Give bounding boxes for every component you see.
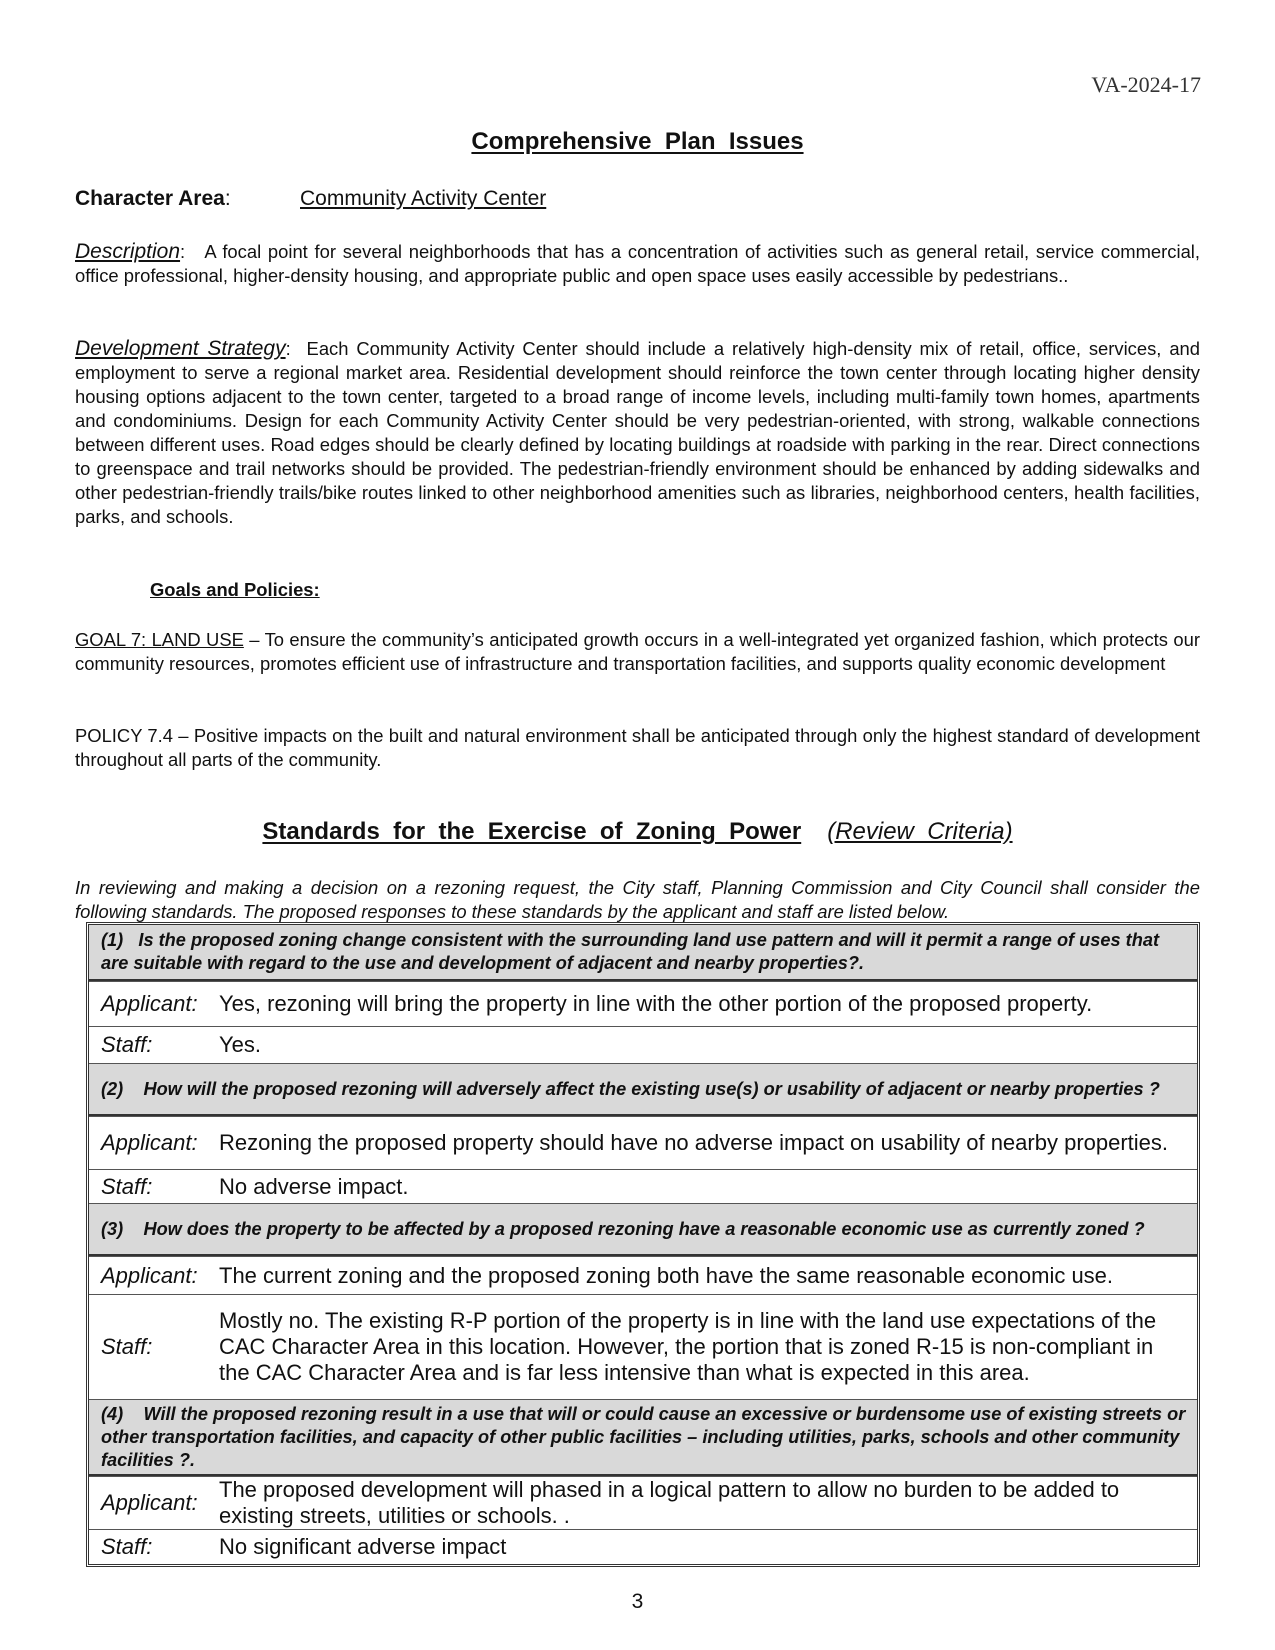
staff-response-row	[89, 1026, 1197, 1063]
character-area-label: Character Area	[75, 187, 225, 210]
policy-paragraph: POLICY 7.4 – Positive impacts on the built and natural environment shall be anticipated through only the highest standard of development throughout all parts of the community.	[75, 725, 1200, 770]
applicant-label: Applicant:	[89, 1256, 219, 1294]
applicant-response-row	[89, 1256, 1197, 1294]
staff-response-row	[89, 1169, 1197, 1203]
staff-response: Yes.	[219, 1026, 1197, 1063]
development-strategy-paragraph: Development Strategy: Each Community Activity Center should include a relatively high-density mix of retail, office, services, and employment to serve a regional market area. Residential development should reinforce the town center through locating higher density housing options adjacent to the town center, targeted to a broad range of income levels, including multi-family town homes, apartments and condominiums. Design for each Community Activity Center should be very pedestrian-oriented, with strong, walkable connections between different uses. Road edges should be clearly defined by locating buildings at roadside with parking in the rear. Direct connections to greenspace and trail networks should be provided. The pedestrian-friendly environment should be enhanced by adding sidewalks and other pedestrian-friendly trails/bike routes linked to other neighborhood amenities such as libraries, neighborhood centers, health facilities, parks, and schools.	[75, 337, 1201, 527]
section-title-text: Comprehensive Plan Issues	[471, 128, 804, 155]
staff-response-row	[89, 1294, 1197, 1399]
applicant-response-row	[89, 981, 1197, 1026]
zoning-standards-title: Standards for the Exercise of Zoning Power	[262, 818, 802, 845]
review-criteria-subtitle: (Review Criteria)	[827, 818, 1013, 845]
section-title-comprehensive-plan	[0, 128, 1275, 156]
applicant-response: Yes, rezoning will bring the property in line with the other portion of the proposed property.	[219, 981, 1197, 1026]
goals-policies-heading: Goals and Policies:	[150, 579, 320, 600]
character-area-row	[75, 187, 547, 211]
applicant-response: Rezoning the proposed property should have no adverse impact on usability of nearby properties.	[219, 1116, 1197, 1169]
applicant-label: Applicant:	[89, 981, 219, 1026]
goal-paragraph	[75, 628, 1200, 676]
applicant-response-row	[89, 1476, 1197, 1529]
staff-response: Mostly no. The existing R-P portion of the property is in line with the land use expectations of the CAC Character Area in this location. However, the portion that is zoned R-15 is non-compliant in the CAC Character Area and is far less intensive than what is expected in this area.	[219, 1294, 1197, 1399]
applicant-response: The proposed development will phased in a logical pattern to allow no burden to be added to existing streets, utilities or schools. .	[219, 1476, 1197, 1529]
criterion-question: (4) Will the proposed rezoning result in a use that will or could cause an excessive or burdensome use of existing streets or other transportation facilities, and capacity of other public facilities – including utilities, parks, schools and other community facilities ?.	[89, 1399, 1197, 1476]
staff-response: No significant adverse impact	[219, 1529, 1197, 1564]
character-area-value: Community Activity Center	[300, 187, 547, 210]
criterion-question: (1) Is the proposed zoning change consistent with the surrounding land use pattern and will it permit a range of uses that are suitable with regard to the use and development of adjacent and nearby properties?.	[89, 925, 1197, 981]
character-area-colon: :	[224, 187, 231, 210]
staff-label: Staff:	[89, 1169, 219, 1203]
staff-response: No adverse impact.	[219, 1169, 1197, 1203]
criterion-question-row	[89, 1203, 1197, 1256]
staff-label: Staff:	[89, 1294, 219, 1399]
development-strategy-label: Development Strategy	[75, 337, 286, 360]
standards-table	[86, 922, 1200, 1567]
description-text: A focal point for several neighborhoods that has a concentration of activities such as general retail, service commercial, office professional, higher-density housing, and appropriate public and open space uses easily accessible by pedestrians..	[75, 241, 1200, 286]
criterion-question: (2) How will the proposed rezoning will adversely affect the existing use(s) or usability of adjacent or nearby properties ?	[89, 1063, 1197, 1116]
staff-response-row	[89, 1529, 1197, 1564]
staff-label: Staff:	[89, 1026, 219, 1063]
applicant-label: Applicant:	[89, 1476, 219, 1529]
document-reference: VA-2024-17	[1091, 72, 1201, 97]
criterion-question-row	[89, 925, 1197, 981]
applicant-response-row	[89, 1116, 1197, 1169]
staff-label: Staff:	[89, 1529, 219, 1564]
development-strategy-text: Each Community Activity Center should include a relatively high-density mix of retail, office, services, and employment to serve a regional market area. Residential development should reinforce the town center through locating higher density housing options adjacent to the town center, targeted to a broad range of income levels, including multi-family town homes, apartments and condominiums. Design for each Community Activity Center should be very pedestrian-oriented, with strong, walkable connections between different uses. Road edges should be clearly defined by locating buildings at roadside with parking in the rear. Direct connections to greenspace and trail networks should be provided. The pedestrian-friendly environment should be enhanced by adding sidewalks and other pedestrian-friendly trails/bike routes linked to other neighborhood amenities such as libraries, neighborhood centers, health facilities, parks, and schools.	[75, 338, 1201, 527]
goal-label: GOAL 7: LAND USE	[75, 629, 244, 650]
standards-intro: In reviewing and making a decision on a rezoning request, the City staff, Planning Commission and City Council shall consider the following standards. The proposed responses to these standards by the applicant and staff are listed below.	[75, 877, 1200, 922]
description-paragraph: Description: A focal point for several neighborhoods that has a concentration of activities such as general retail, service commercial, office professional, higher-density housing, and appropriate public and open space uses easily accessible by pedestrians..	[75, 240, 1200, 286]
applicant-response: The current zoning and the proposed zoning both have the same reasonable economic use.	[219, 1256, 1197, 1294]
applicant-label: Applicant:	[89, 1116, 219, 1169]
criterion-question-row	[89, 1399, 1197, 1476]
section-title-zoning-standards	[0, 818, 1275, 846]
page-number: 3	[631, 1590, 644, 1613]
criterion-question-row	[89, 1063, 1197, 1116]
description-label: Description	[75, 240, 181, 263]
criterion-question: (3) How does the property to be affected by a proposed rezoning have a reasonable economic use as currently zoned ?	[89, 1203, 1197, 1256]
goal-text: – To ensure the community’s anticipated growth occurs in a well-integrated yet organized fashion, which protects our community resources, promotes efficient use of infrastructure and transportation facilities, and supports quality economic development	[75, 629, 1200, 674]
